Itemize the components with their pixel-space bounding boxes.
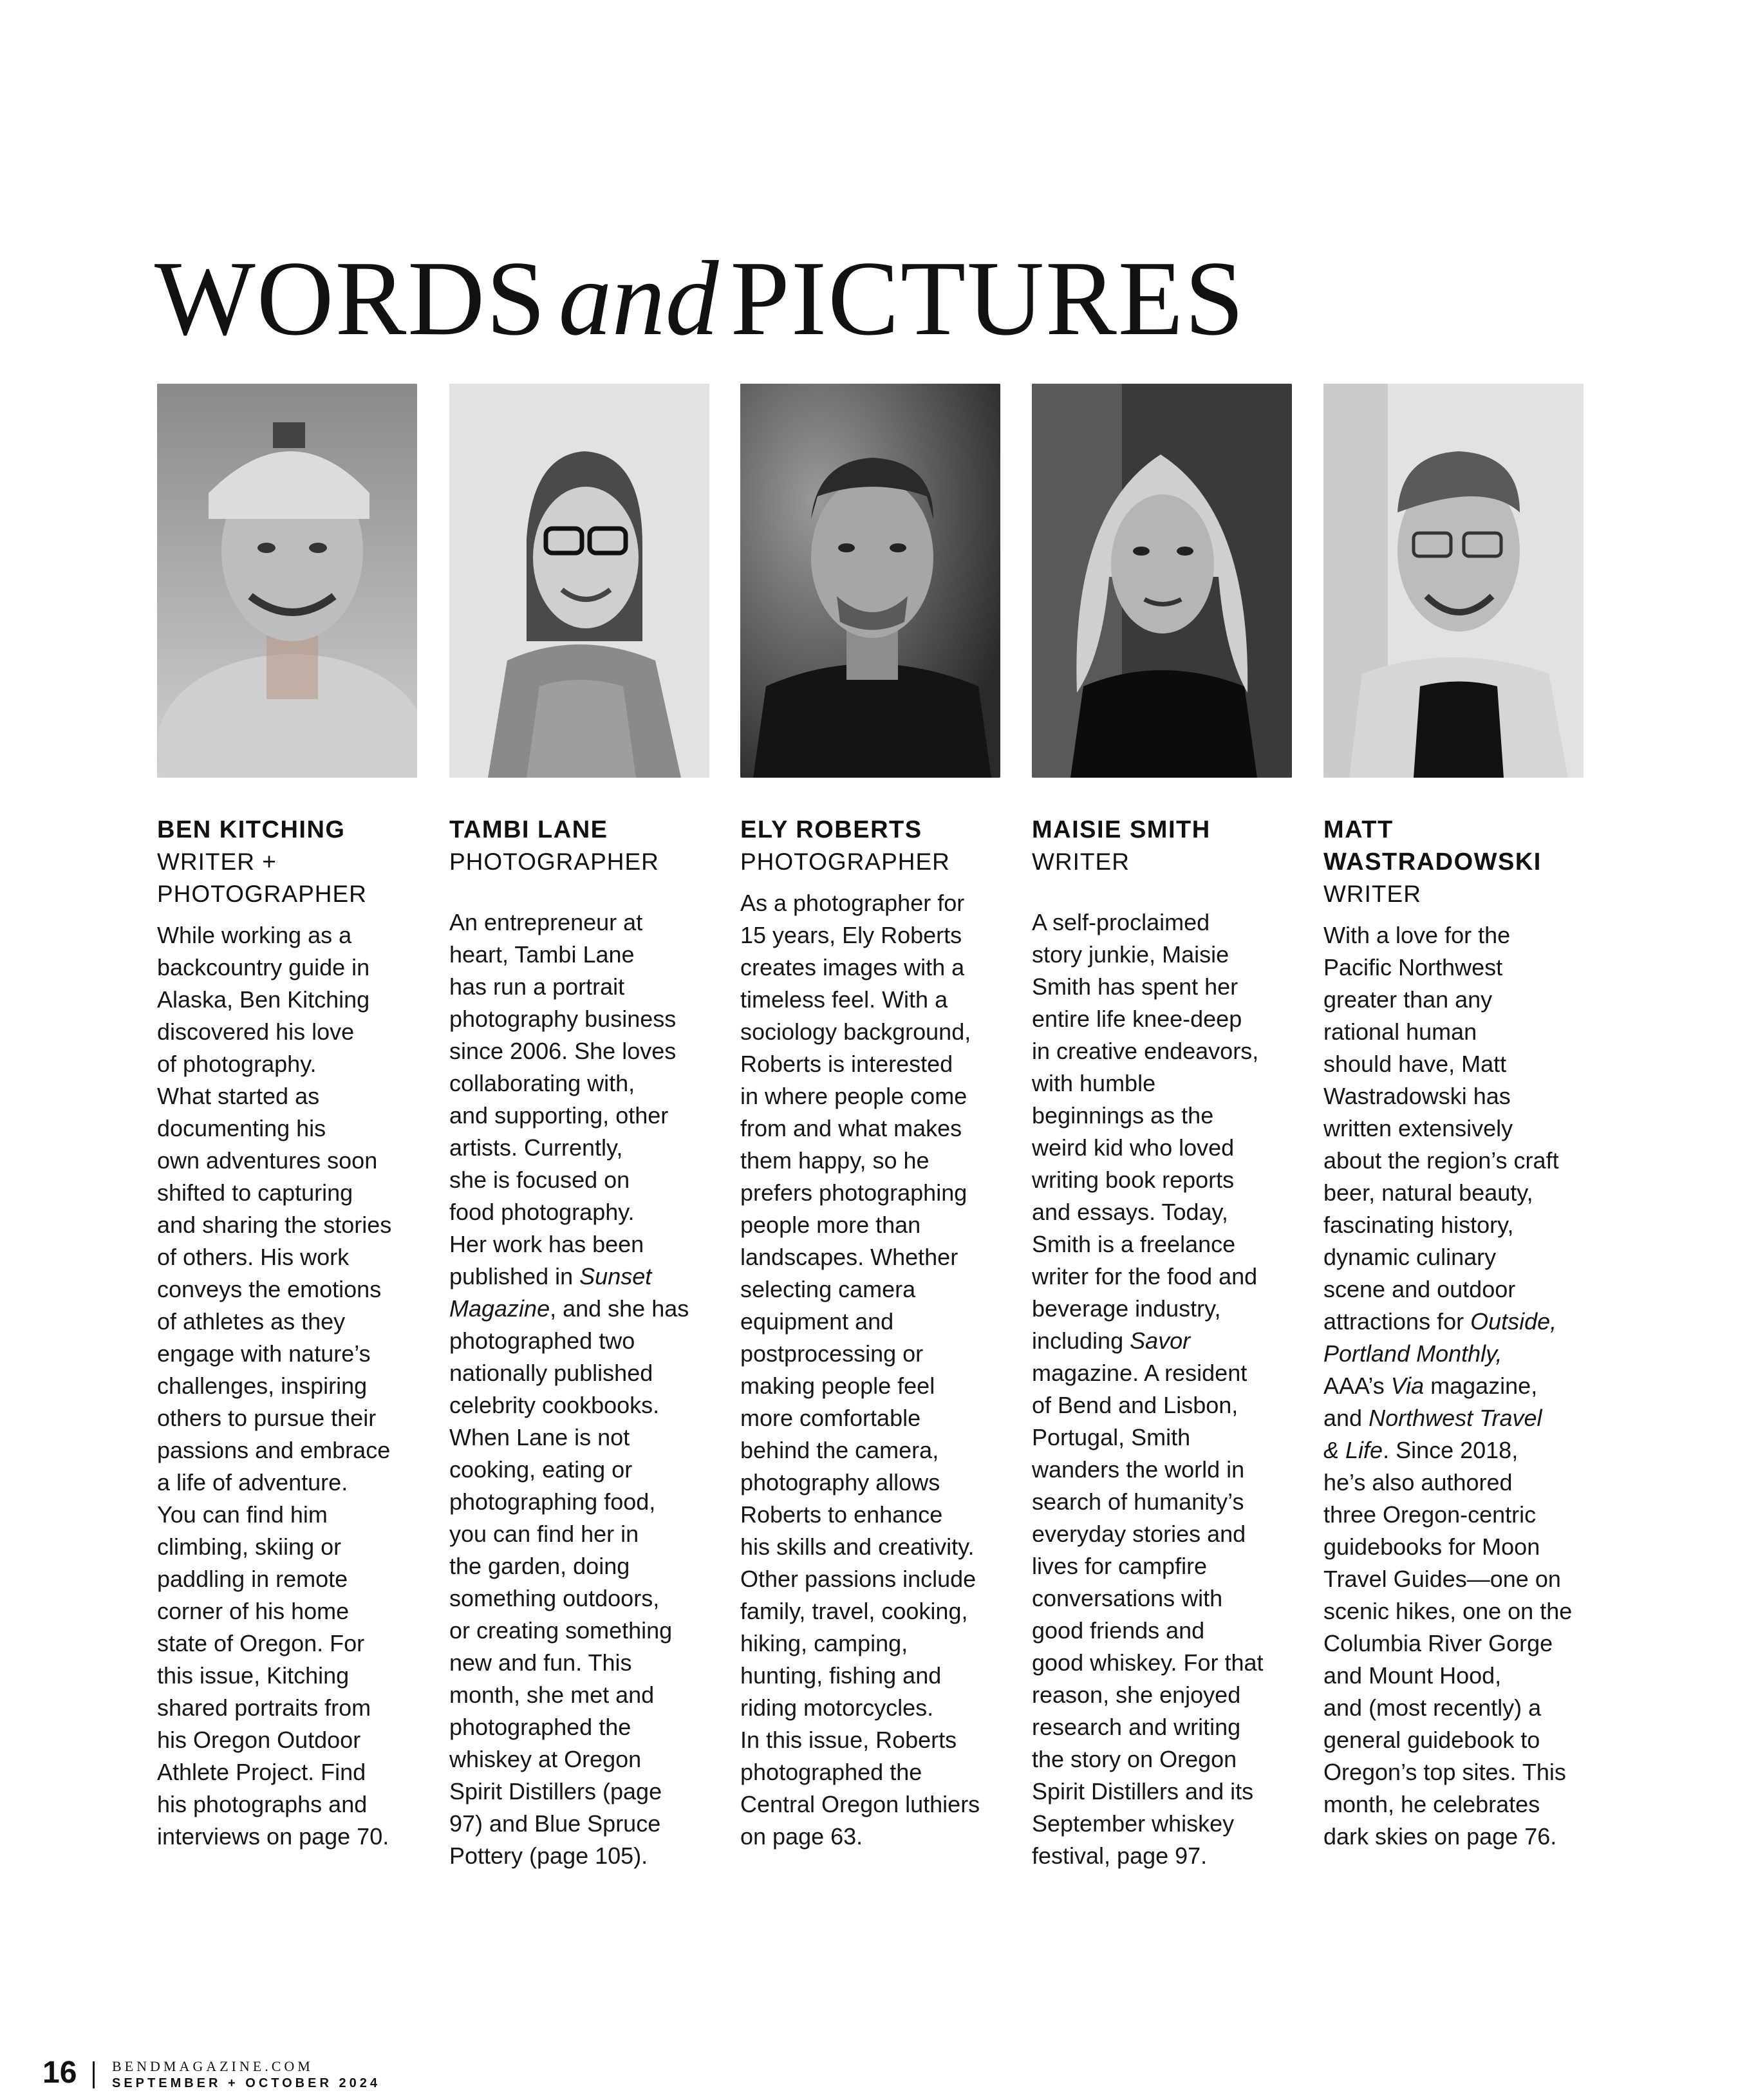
portrait-photo bbox=[157, 384, 417, 778]
publication-title: Via bbox=[1390, 1373, 1425, 1399]
portrait-photo bbox=[740, 384, 1000, 778]
role-line: PHOTOGRAPHER bbox=[157, 881, 367, 907]
bio-line: them happy, so he bbox=[740, 1147, 930, 1174]
bio-line: Portugal, Smith bbox=[1032, 1424, 1191, 1450]
contributor-card-maisie-smith bbox=[1032, 384, 1292, 1872]
publication-title: & Life bbox=[1323, 1437, 1383, 1463]
bio-line: making people feel bbox=[740, 1373, 935, 1399]
bio-line: Roberts to enhance bbox=[740, 1501, 943, 1528]
bio-line: something outdoors, bbox=[449, 1585, 660, 1611]
bio-line: whiskey at Oregon bbox=[449, 1746, 642, 1772]
bio-line: creates images with a bbox=[740, 954, 965, 980]
publication-title: Sunset bbox=[579, 1263, 652, 1289]
contributor-role bbox=[740, 846, 1000, 878]
bio-line: this issue, Kitching bbox=[157, 1662, 350, 1689]
contributor-bio bbox=[157, 919, 417, 1853]
bio-line: photography business bbox=[449, 1006, 677, 1032]
contributor-card-ben-kitching bbox=[157, 384, 417, 1853]
contributor-bio bbox=[1323, 919, 1584, 1853]
bio-line: you can find her in bbox=[449, 1521, 639, 1547]
bio-line: of athletes as they bbox=[157, 1308, 346, 1335]
name-line: MAISIE SMITH bbox=[1032, 816, 1211, 843]
bio-line: Athlete Project. Find bbox=[157, 1759, 366, 1785]
bio-line: documenting his bbox=[157, 1115, 326, 1141]
bio-line: climbing, skiing or bbox=[157, 1533, 342, 1560]
bio-line: weird kid who loved bbox=[1032, 1134, 1235, 1161]
bio-line: dynamic culinary bbox=[1323, 1244, 1497, 1270]
bio-line: new and fun. This bbox=[449, 1649, 632, 1676]
bio-line: about the region’s craft bbox=[1323, 1147, 1559, 1174]
bio-line: wanders the world in bbox=[1032, 1456, 1245, 1483]
bio-line: Spirit Distillers (page bbox=[449, 1778, 662, 1805]
footer-divider bbox=[93, 2061, 95, 2088]
contributor-role bbox=[1323, 878, 1584, 910]
bio-line: paddling in remote bbox=[157, 1566, 348, 1592]
portrait-photo bbox=[449, 384, 709, 778]
role-line: WRITER bbox=[1032, 848, 1130, 875]
publication-title: Magazine bbox=[449, 1295, 550, 1322]
bio-line: entire life knee-deep bbox=[1032, 1006, 1242, 1032]
bio-line: own adventures soon bbox=[157, 1147, 378, 1174]
bio-line: September whiskey bbox=[1032, 1810, 1235, 1837]
publication-title: Savor bbox=[1130, 1327, 1191, 1354]
bio-line bbox=[1032, 1325, 1292, 1357]
bio-line: cooking, eating or bbox=[449, 1456, 633, 1483]
name-line: WASTRADOWSKI bbox=[1323, 848, 1542, 876]
bio-line: with humble bbox=[1032, 1070, 1156, 1096]
bio-line: others to pursue their bbox=[157, 1405, 377, 1431]
name-line: MATT bbox=[1323, 816, 1394, 843]
title-pictures: PICTURES bbox=[730, 239, 1246, 357]
bio-line: What started as bbox=[157, 1083, 320, 1109]
bio-line: writing book reports bbox=[1032, 1167, 1235, 1193]
bio-line: behind the camera, bbox=[740, 1437, 939, 1463]
page-number: 16 bbox=[42, 2056, 77, 2090]
contributor-role bbox=[157, 846, 417, 910]
bio-line: she is focused on bbox=[449, 1167, 630, 1193]
bio-line: Wastradowski has bbox=[1323, 1083, 1511, 1109]
bio-line: search of humanity’s bbox=[1032, 1488, 1244, 1515]
bio-text: and bbox=[1323, 1405, 1369, 1431]
role-line: PHOTOGRAPHER bbox=[740, 848, 950, 875]
bio-line: from and what makes bbox=[740, 1115, 962, 1141]
bio-line: sociology background, bbox=[740, 1018, 971, 1045]
bio-line: beverage industry, bbox=[1032, 1295, 1221, 1322]
bio-line: scenic hikes, one on the bbox=[1323, 1598, 1573, 1624]
bio-line: In this issue, Roberts bbox=[740, 1727, 957, 1753]
bio-line: a life of adventure. bbox=[157, 1469, 348, 1495]
bio-line: fascinating history, bbox=[1323, 1212, 1514, 1238]
bio-text: including bbox=[1032, 1327, 1130, 1354]
bio-line: magazine. A resident bbox=[1032, 1360, 1247, 1386]
bio-line: equipment and bbox=[740, 1308, 894, 1335]
bio-line: nationally published bbox=[449, 1360, 653, 1386]
bio-line: While working as a bbox=[157, 922, 352, 948]
bio-line: Columbia River Gorge bbox=[1323, 1630, 1553, 1656]
bio-line: 97) and Blue Spruce bbox=[449, 1810, 661, 1837]
publication-title: Portland Monthly, bbox=[1323, 1340, 1502, 1367]
issue-date: SEPTEMBER + OCTOBER 2024 bbox=[112, 2076, 380, 2090]
bio-line: engage with nature’s bbox=[157, 1340, 371, 1367]
contributor-name bbox=[157, 814, 417, 846]
bio-line bbox=[449, 1293, 709, 1325]
bio-line: month, he celebrates bbox=[1323, 1791, 1540, 1817]
bio-line: Oregon’s top sites. This bbox=[1323, 1759, 1566, 1785]
bio-line: hunting, fishing and bbox=[740, 1662, 942, 1689]
bio-line: 15 years, Ely Roberts bbox=[740, 922, 962, 948]
bio-line: in creative endeavors, bbox=[1032, 1038, 1259, 1064]
page-title bbox=[154, 239, 1246, 357]
bio-line: of photography. bbox=[157, 1051, 317, 1077]
bio-line bbox=[1323, 1338, 1584, 1370]
bio-line: more comfortable bbox=[740, 1405, 921, 1431]
bio-line: dark skies on page 76. bbox=[1323, 1823, 1557, 1850]
bio-line: prefers photographing bbox=[740, 1179, 967, 1206]
bio-line: With a love for the bbox=[1323, 922, 1511, 948]
bio-line: writer for the food and bbox=[1032, 1263, 1258, 1289]
bio-line: An entrepreneur at bbox=[449, 909, 643, 935]
bio-line: festival, page 97. bbox=[1032, 1842, 1208, 1869]
bio-line: Pottery (page 105). bbox=[449, 1842, 648, 1869]
bio-line: Travel Guides—one on bbox=[1323, 1566, 1561, 1592]
bio-line: shared portraits from bbox=[157, 1694, 371, 1721]
contributor-bio bbox=[1032, 906, 1292, 1872]
name-line: TAMBI LANE bbox=[449, 816, 608, 843]
bio-line: conversations with bbox=[1032, 1585, 1223, 1611]
bio-line: has run a portrait bbox=[449, 973, 625, 1000]
bio-line: photographed the bbox=[449, 1714, 631, 1740]
bio-line: landscapes. Whether bbox=[740, 1244, 958, 1270]
bio-line: lives for campfire bbox=[1032, 1553, 1208, 1579]
bio-line: research and writing bbox=[1032, 1714, 1241, 1740]
bio-line: his photographs and bbox=[157, 1791, 368, 1817]
bio-line: Other passions include bbox=[740, 1566, 976, 1592]
contributor-name bbox=[740, 814, 1000, 846]
bio-line: his Oregon Outdoor bbox=[157, 1727, 361, 1753]
bio-line: beer, natural beauty, bbox=[1323, 1179, 1533, 1206]
bio-line: celebrity cookbooks. bbox=[449, 1392, 660, 1418]
bio-line: photographed the bbox=[740, 1759, 922, 1785]
bio-line: month, she met and bbox=[449, 1682, 655, 1708]
bio-line: rational human bbox=[1323, 1018, 1477, 1045]
contributor-card-matt-wastradowski bbox=[1323, 384, 1584, 1853]
bio-line: on page 63. bbox=[740, 1823, 863, 1850]
bio-line: the story on Oregon bbox=[1032, 1746, 1237, 1772]
bio-line: challenges, inspiring bbox=[157, 1373, 368, 1399]
name-line: ELY ROBERTS bbox=[740, 816, 922, 843]
bio-line: and sharing the stories bbox=[157, 1212, 392, 1238]
bio-line: in where people come bbox=[740, 1083, 967, 1109]
bio-line: A self-proclaimed bbox=[1032, 909, 1210, 935]
bio-line bbox=[1323, 1402, 1584, 1434]
contributor-role bbox=[1032, 846, 1292, 878]
bio-line: Smith is a freelance bbox=[1032, 1231, 1236, 1257]
bio-line: food photography. bbox=[449, 1199, 635, 1225]
bio-line: greater than any bbox=[1323, 986, 1493, 1013]
bio-line: written extensively bbox=[1323, 1115, 1513, 1141]
bio-line: timeless feel. With a bbox=[740, 986, 948, 1013]
contributor-card-tambi-lane bbox=[449, 384, 709, 1872]
bio-line: three Oregon-centric bbox=[1323, 1501, 1537, 1528]
title-and: and bbox=[558, 239, 719, 357]
publication-title: Northwest Travel bbox=[1369, 1405, 1542, 1431]
bio-line: As a photographer for bbox=[740, 890, 965, 916]
bio-line: conveys the emotions bbox=[157, 1276, 382, 1302]
bio-line: scene and outdoor bbox=[1323, 1276, 1516, 1302]
bio-line: discovered his love bbox=[157, 1018, 355, 1045]
bio-line: selecting camera bbox=[740, 1276, 916, 1302]
contributor-name bbox=[449, 814, 709, 846]
bio-line: corner of his home bbox=[157, 1598, 350, 1624]
bio-line: Alaska, Ben Kitching bbox=[157, 986, 370, 1013]
bio-line: state of Oregon. For bbox=[157, 1630, 365, 1656]
bio-line: general guidebook to bbox=[1323, 1727, 1540, 1753]
bio-line bbox=[1323, 1370, 1584, 1402]
bio-text: magazine, bbox=[1424, 1373, 1538, 1399]
bio-line: postprocessing or bbox=[740, 1340, 924, 1367]
bio-line: since 2006. She loves bbox=[449, 1038, 677, 1064]
bio-line: reason, she enjoyed bbox=[1032, 1682, 1241, 1708]
bio-line: everyday stories and bbox=[1032, 1521, 1246, 1547]
bio-line: should have, Matt bbox=[1323, 1051, 1507, 1077]
bio-line: collaborating with, bbox=[449, 1070, 635, 1096]
portrait-photo bbox=[1323, 384, 1584, 778]
bio-line: photographing food, bbox=[449, 1488, 656, 1515]
bio-line: and supporting, other bbox=[449, 1102, 669, 1129]
bio-line: You can find him bbox=[157, 1501, 328, 1528]
contributor-bio bbox=[449, 906, 709, 1872]
bio-text: AAA’s bbox=[1323, 1373, 1391, 1399]
bio-line: his skills and creativity. bbox=[740, 1533, 975, 1560]
bio-line: Her work has been bbox=[449, 1231, 644, 1257]
magazine-website: BENDMAGAZINE.COM bbox=[112, 2058, 313, 2074]
bio-line: and essays. Today, bbox=[1032, 1199, 1228, 1225]
bio-line: Pacific Northwest bbox=[1323, 954, 1503, 980]
bio-line: or creating something bbox=[449, 1617, 673, 1644]
publication-title: Outside, bbox=[1470, 1308, 1557, 1335]
bio-line: and (most recently) a bbox=[1323, 1694, 1542, 1721]
contributor-name bbox=[1032, 814, 1292, 846]
role-line: WRITER bbox=[1323, 881, 1421, 907]
bio-line: photographed two bbox=[449, 1327, 635, 1354]
bio-line bbox=[449, 1261, 709, 1293]
bio-text: attractions for bbox=[1323, 1308, 1471, 1335]
title-words: WORDS bbox=[154, 239, 547, 357]
bio-line: interviews on page 70. bbox=[157, 1823, 389, 1850]
bio-line: guidebooks for Moon bbox=[1323, 1533, 1540, 1560]
bio-line: When Lane is not bbox=[449, 1424, 630, 1450]
bio-text: . Since 2018, bbox=[1383, 1437, 1518, 1463]
bio-line bbox=[1323, 1306, 1584, 1338]
bio-line: backcountry guide in bbox=[157, 954, 370, 980]
bio-line: shifted to capturing bbox=[157, 1179, 353, 1206]
role-line: PHOTOGRAPHER bbox=[449, 848, 659, 875]
contributor-role bbox=[449, 846, 709, 878]
bio-line: story junkie, Maisie bbox=[1032, 941, 1229, 968]
bio-line: Central Oregon luthiers bbox=[740, 1791, 980, 1817]
bio-text: published in bbox=[449, 1263, 580, 1289]
bio-line: he’s also authored bbox=[1323, 1469, 1513, 1495]
bio-line: good whiskey. For that bbox=[1032, 1649, 1264, 1676]
contributor-card-ely-roberts bbox=[740, 384, 1000, 1853]
bio-line: beginnings as the bbox=[1032, 1102, 1214, 1129]
contributor-name bbox=[1323, 814, 1584, 878]
bio-line: of Bend and Lisbon, bbox=[1032, 1392, 1238, 1418]
bio-line: good friends and bbox=[1032, 1617, 1205, 1644]
bio-line bbox=[1323, 1434, 1584, 1467]
bio-text: , and she has bbox=[550, 1295, 689, 1322]
bio-line: the garden, doing bbox=[449, 1553, 630, 1579]
bio-line: passions and embrace bbox=[157, 1437, 391, 1463]
bio-line: heart, Tambi Lane bbox=[449, 941, 635, 968]
name-line: BEN KITCHING bbox=[157, 816, 346, 843]
bio-line: riding motorcycles. bbox=[740, 1694, 934, 1721]
bio-line: artists. Currently, bbox=[449, 1134, 623, 1161]
role-line: WRITER + bbox=[157, 848, 277, 875]
portrait-photo bbox=[1032, 384, 1292, 778]
bio-line: people more than bbox=[740, 1212, 921, 1238]
bio-line: of others. His work bbox=[157, 1244, 350, 1270]
bio-line: Roberts is interested bbox=[740, 1051, 953, 1077]
bio-line: and Mount Hood, bbox=[1323, 1662, 1502, 1689]
bio-line: Spirit Distillers and its bbox=[1032, 1778, 1254, 1805]
bio-line: photography allows bbox=[740, 1469, 940, 1495]
bio-line: hiking, camping, bbox=[740, 1630, 908, 1656]
bio-line: Smith has spent her bbox=[1032, 973, 1238, 1000]
bio-line: family, travel, cooking, bbox=[740, 1598, 968, 1624]
contributor-bio bbox=[740, 887, 1000, 1853]
